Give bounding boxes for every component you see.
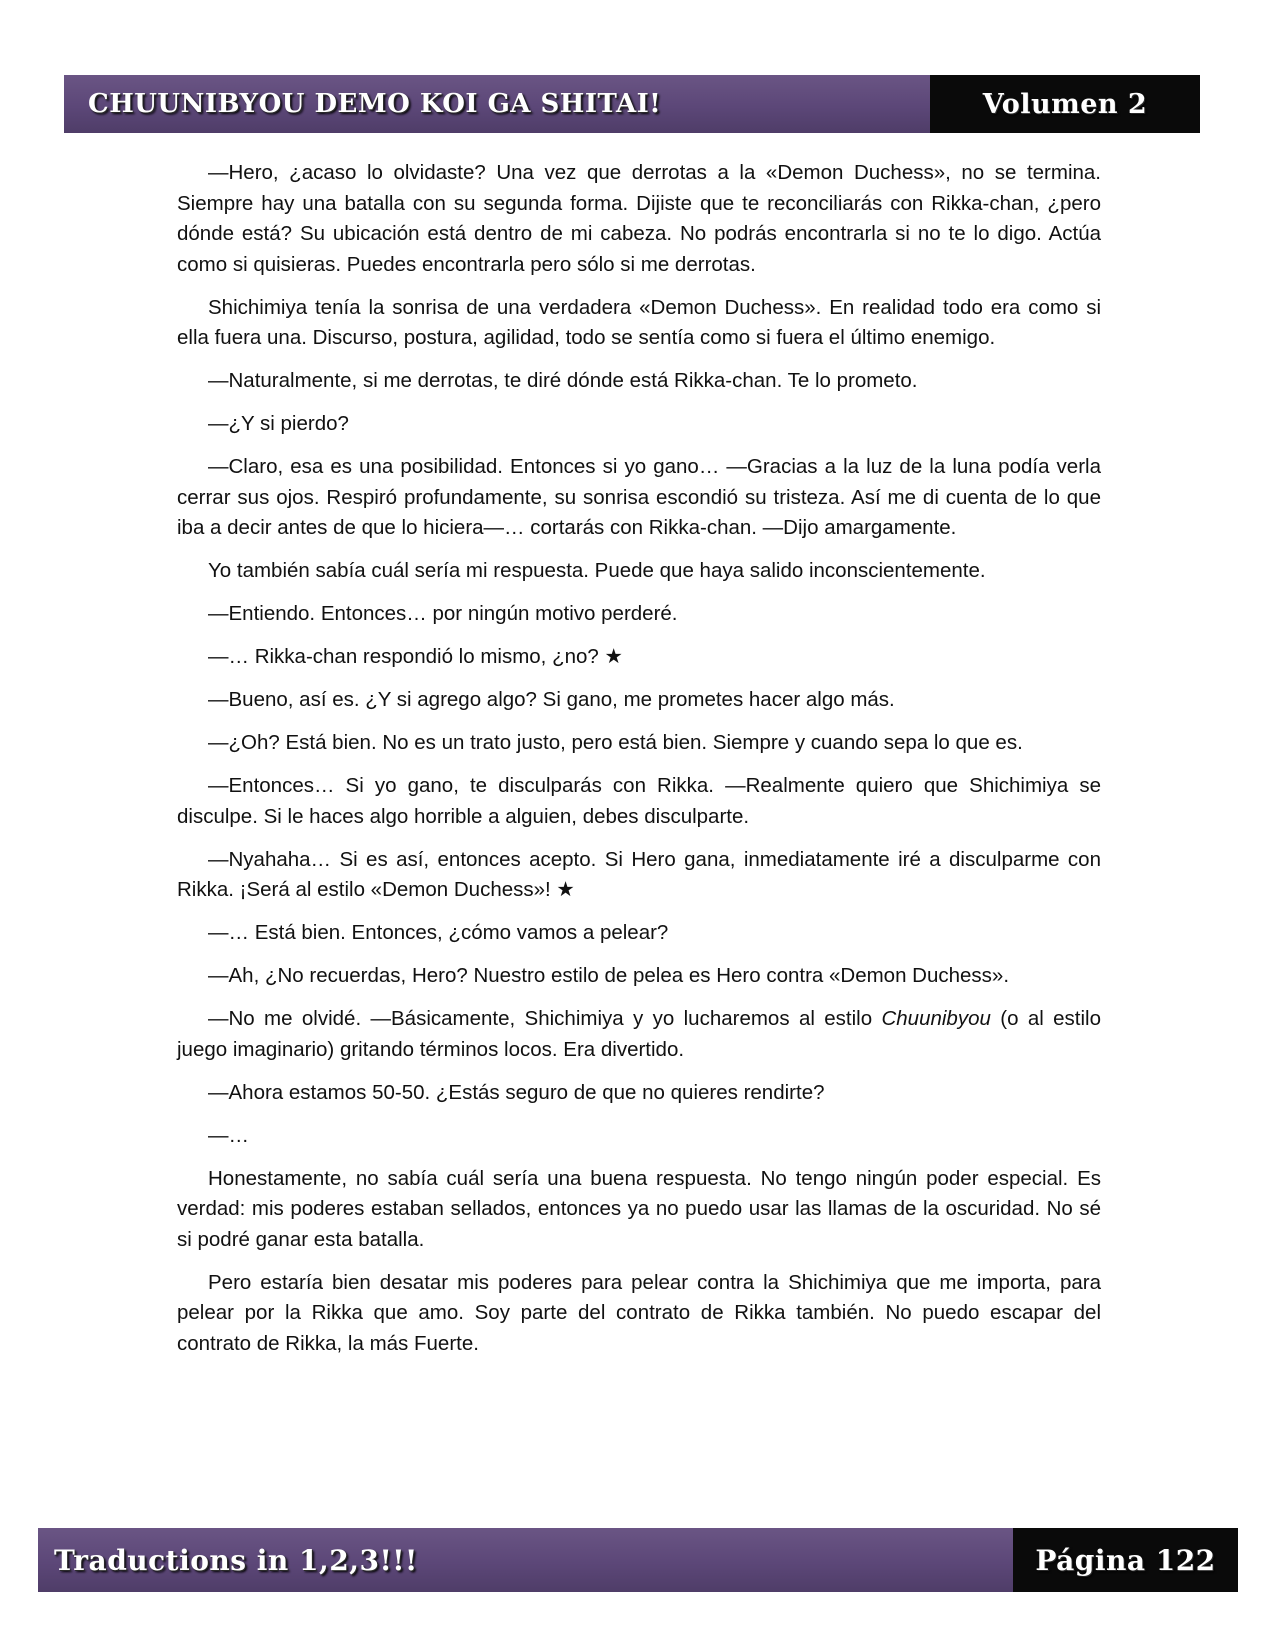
page-header — [64, 75, 1200, 133]
paragraph: —Naturalmente, si me derrotas, te diré dónde está Rikka-chan. Te lo prometo. — [208, 369, 918, 392]
paragraph: —Entiendo. Entonces… por ningún motivo perderé. — [208, 602, 678, 625]
paragraph: —… Rikka-chan respondió lo mismo, ¿no? ★ — [208, 645, 623, 668]
paragraph: —¿Y si pierdo? — [208, 412, 349, 435]
paragraph: —¿Oh? Está bien. No es un trato justo, pero está bien. Siempre y cuando sepa lo que es. — [208, 731, 1023, 754]
paragraph-text: (o al estilo juego imaginario) gritando términos locos. Era divertido. — [177, 1007, 1101, 1061]
body-text — [177, 158, 1101, 1372]
paragraph: Pero estaría bien desatar mis poderes para pelear contra la Shichimiya que me importa, para pelear por la Rikka que amo. Soy parte del contrato de Rikka también. No puedo escapar del contrato de Rikka, la más Fuerte. — [177, 1270, 1101, 1355]
footer-credits-band — [38, 1528, 1013, 1592]
paragraph: —… Está bien. Entonces, ¿cómo vamos a pelear? — [208, 921, 669, 944]
credits-label: Traductions in 1,2,3!!! — [54, 1543, 418, 1577]
paragraph-text: —No me olvidé. —Básicamente, Shichimiya y yo lucharemos al estilo — [208, 1007, 882, 1030]
italic-term: Chuunibyou — [881, 1007, 991, 1030]
paragraph: Honestamente, no sabía cuál sería una buena respuesta. No tengo ningún poder especial. Es verdad: mis poderes estaban sellados, entonces ya no puedo usar las llamas de la oscuridad. No sé si podré ganar esta batalla. — [177, 1166, 1101, 1251]
header-volume-band — [930, 75, 1200, 133]
paragraph: —Claro, esa es una posibilidad. Entonces si yo gano… —Gracias a la luz de la luna podía verla cerrar sus ojos. Respiró profundamente, su sonrisa escondió su tristeza. Así me di cuenta de lo que iba a decir antes de que lo hiciera—… cortarás con Rikka-chan. —Dijo amargamente. — [177, 455, 1101, 539]
volume-label: Volumen 2 — [982, 88, 1148, 120]
footer-page-band — [1013, 1528, 1238, 1592]
paragraph: —Ahora estamos 50-50. ¿Estás seguro de que no quieres rendirte? — [208, 1080, 825, 1104]
header-title-band — [64, 75, 930, 133]
page-footer — [38, 1528, 1238, 1592]
page-number: Página 122 — [1035, 1543, 1216, 1577]
paragraph: Yo también sabía cuál sería mi respuesta. Puede que haya salido inconscientemente. — [208, 559, 986, 582]
paragraph: —Hero, ¿acaso lo olvidaste? Una vez que derrotas a la «Demon Duchess», no se termina. Siempre hay una batalla con su segunda forma. Dijiste que te reconciliarás con Rikka-chan, ¿pero dónde está? Su ubicación está dentro de mi cabeza. No podrás encontrarla si no te lo digo. Actúa como si quisieras. Puedes encontrarla pero sólo si me derrotas. — [177, 161, 1101, 276]
paragraph: Shichimiya tenía la sonrisa de una verdadera «Demon Duchess». En realidad todo era como si ella fuera una. Discurso, postura, agilidad, todo se sentía como si fuera el último enemigo. — [177, 295, 1101, 349]
series-title: CHUUNIBYOU DEMO KOI GA SHITAI! — [88, 89, 662, 119]
paragraph: —Ah, ¿No recuerdas, Hero? Nuestro estilo de pelea es Hero contra «Demon Duchess». — [208, 964, 1010, 987]
paragraph — [177, 1004, 1101, 1065]
paragraph: —Bueno, así es. ¿Y si agrego algo? Si gano, me prometes hacer algo más. — [208, 688, 895, 711]
paragraph: —… — [208, 1123, 249, 1147]
paragraph: —Entonces… Si yo gano, te disculparás con Rikka. —Realmente quiero que Shichimiya se disculpe. Si le haces algo horrible a alguien, debes disculparte. — [177, 774, 1101, 828]
paragraph: —Nyahaha… Si es así, entonces acepto. Si Hero gana, inmediatamente iré a disculparme con Rikka. ¡Será al estilo «Demon Duchess»! ★ — [177, 847, 1101, 901]
